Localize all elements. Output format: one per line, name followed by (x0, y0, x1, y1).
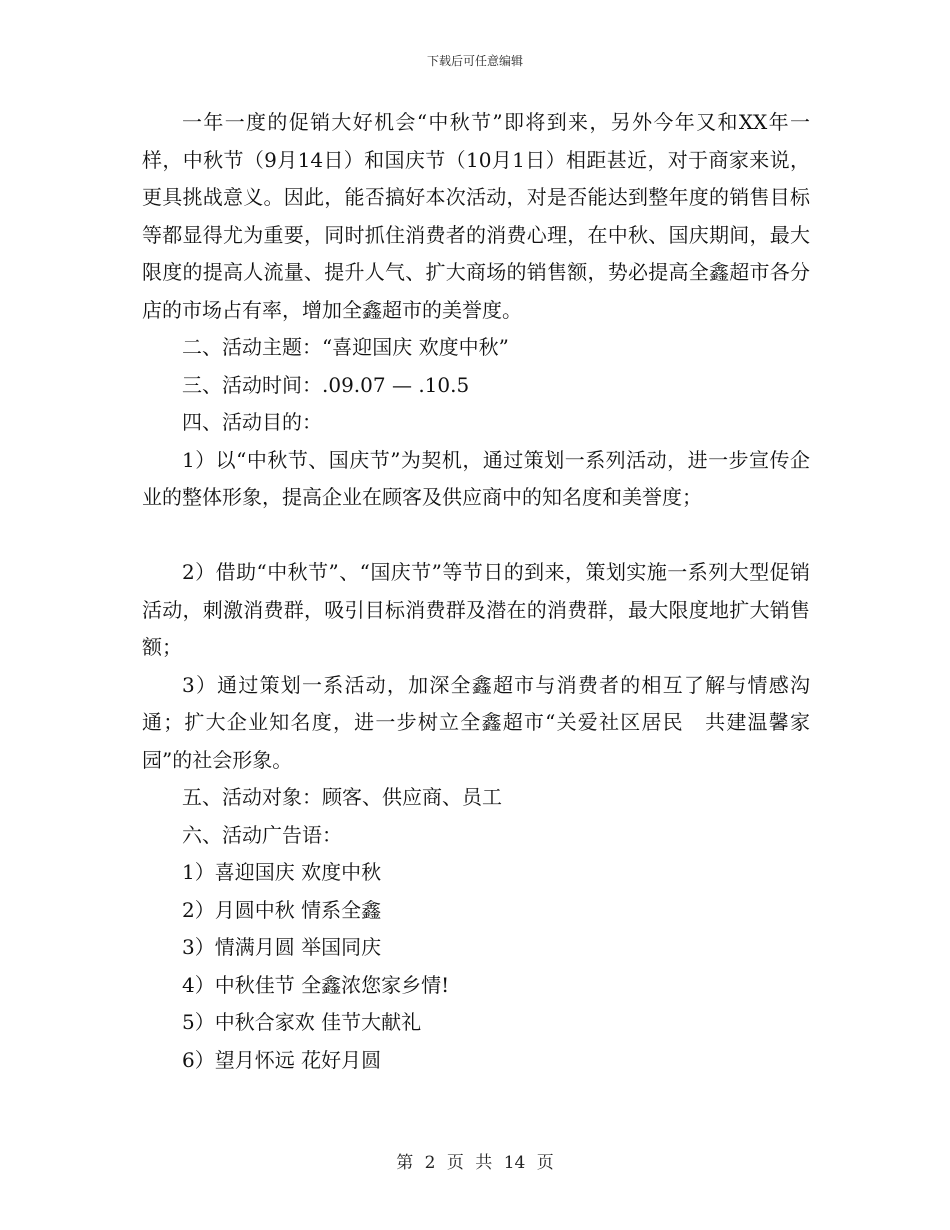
activity-time: 三、活动时间：.09.07 — .10.5 (182, 372, 470, 397)
page-header-note: 下载后可任意编辑 (426, 54, 523, 68)
slogan-item-3: 3）情满月圆 举国同庆 (182, 935, 382, 959)
activity-theme: 二、活动主题：“喜迎国庆 欢度中秋” (182, 335, 509, 359)
page-number: 第 2 页 共 14 页 (396, 1153, 554, 1173)
slogan-item-1: 1）喜迎国庆 欢度中秋 (182, 860, 382, 884)
slogan-heading: 六、活动广告语： (182, 822, 342, 847)
document-body (142, 104, 810, 1079)
purpose-item-1: 1）以“中秋节、国庆节”为契机，通过策划一系列活动，进一步宣传企业的整体形象，提高企业在顾客及供应商中的知名度和美誉度； (142, 447, 810, 509)
slogan-item-4: 4）中秋佳节 全鑫浓您家乡情! (182, 972, 450, 997)
slogan-item-5: 5）中秋合家欢 佳节大献礼 (182, 1010, 422, 1034)
purpose-heading: 四、活动目的： (182, 410, 322, 434)
intro-paragraph: 一年一度的促销大好机会“中秋节”即将到来，另外今年又和XX年一样，中秋节（9月14日）和国庆节（10月1日）相距甚近，对于商家来说，更具挑战意义。因此，能否搞好本次活动，对是否能达到整年度的销售目标等都显得尤为重要，同时抓住消费者的消费心理，在中秋、国庆期间，最大限度的提高人流量、提升人气、扩大商场的销售额，势必提高全鑫超市各分店的市场占有率，增加全鑫超市的美誉度。 (142, 110, 810, 322)
slogan-item-6: 6）望月怀远 花好月圆 (182, 1047, 382, 1072)
activity-audience: 五、活动对象：顾客、供应商、员工 (182, 785, 502, 809)
purpose-item-3: 3）通过策划一系活动，加深全鑫超市与消费者的相互了解与情感沟通；扩大企业知名度，进一步树立全鑫超市“关爱社区居民 共建温馨家园”的社会形象。 (142, 672, 810, 772)
purpose-item-2: 2）借助“中秋节”、“国庆节”等节日的到来，策划实施一系列大型促销活动，刺激消费群，吸引目标消费群及潜在的消费群，最大限度地扩大销售额； (142, 560, 810, 659)
slogan-item-2: 2）月圆中秋 情系全鑫 (182, 897, 382, 922)
